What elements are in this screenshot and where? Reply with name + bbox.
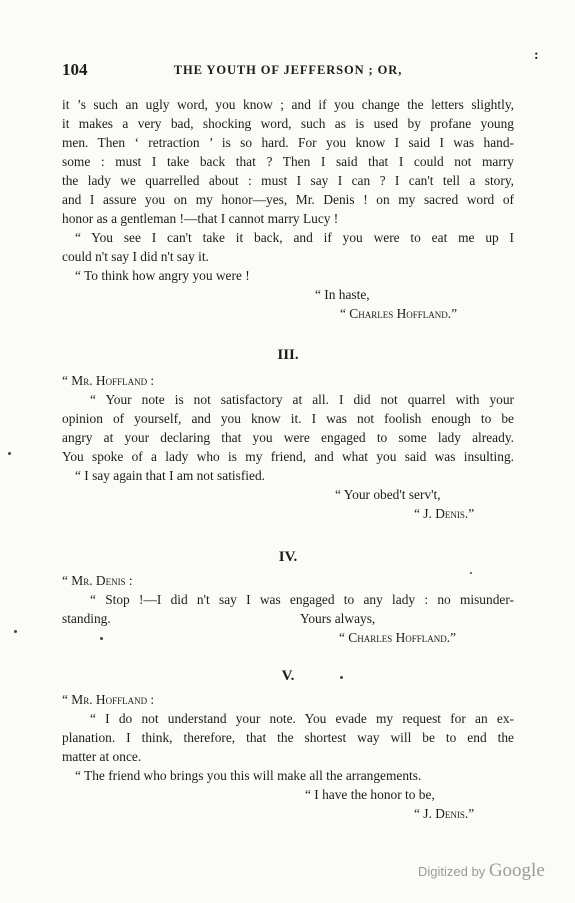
salutation: “ Mr. Denis :	[62, 573, 133, 588]
signature-line: “ Charles Hoffland.”	[339, 630, 457, 645]
letter-v	[62, 690, 514, 823]
text-line	[62, 609, 514, 628]
text-line: “ To think how angry you were !	[75, 268, 250, 283]
text-line: “ You see I can't take it back, and if you were to eat me up I	[75, 230, 514, 245]
scan-speck	[470, 572, 472, 574]
text-line: matter at once.	[62, 749, 142, 764]
section-heading-iii: III.	[277, 347, 299, 363]
text-line: “ Your note is not satisfactory at all. I did not quarrel with your	[90, 392, 514, 407]
letter-iii	[62, 371, 514, 523]
section-heading-v: V.	[281, 668, 295, 684]
scan-speck	[100, 637, 103, 640]
watermark-prefix: Digitized by	[418, 864, 486, 879]
closing-line: “ In haste,	[315, 287, 370, 302]
signature-line: “ J. Denis.”	[414, 806, 475, 821]
letter-continuation	[62, 95, 514, 323]
letter-iv	[62, 571, 514, 647]
salutation: “ Mr. Hoffland :	[62, 373, 155, 388]
signature-line: “ Charles Hoffland.”	[340, 306, 458, 321]
page-number: 104	[62, 60, 88, 79]
section-heading-iv: IV.	[278, 549, 298, 565]
closing-line: “ Your obed't serv't,	[335, 487, 441, 502]
text-line: “ I say again that I am not satisfied.	[75, 468, 266, 483]
scan-speck	[340, 676, 343, 679]
running-head: THE YOUTH OF JEFFERSON ; OR,	[173, 63, 403, 77]
digitized-watermark	[418, 860, 545, 882]
text-fragment: standing.	[62, 611, 111, 626]
text-line: some : must I take back that ? Then I said that I could not marry	[62, 154, 514, 169]
margin-mark: :	[534, 48, 539, 63]
text-line: and I assure you on my honor—yes, Mr. Denis ! on my sacred word of	[62, 192, 514, 207]
google-logo: Google	[488, 860, 545, 881]
text-line: could n't say I did n't say it.	[62, 249, 209, 264]
text-line: opinion of yourself, and you know it. I was not foolish enough to be	[62, 411, 514, 426]
text-line: “ Stop !—I did n't say I was engaged to any lady : no misunder-	[90, 592, 514, 607]
closing-line: “ I have the honor to be,	[305, 787, 435, 802]
text-line: men. Then ‘ retraction ’ is so hard. For you know I said I was hand-	[62, 135, 514, 150]
closing-line: Yours always,	[300, 611, 376, 626]
scan-speck	[14, 630, 17, 633]
salutation: “ Mr. Hoffland :	[62, 692, 155, 707]
text-line: You spoke of a lady who is my friend, and what you said was insulting.	[62, 449, 514, 464]
scan-speck	[8, 452, 11, 455]
text-line: it makes a very bad, shocking word, such as is used by profane young	[62, 116, 514, 131]
text-line: the lady we quarrelled about : must I say I can ? I can't tell a story,	[62, 173, 514, 188]
signature-line: “ J. Denis.”	[414, 506, 475, 521]
page-header	[62, 60, 514, 82]
text-line: honor as a gentleman !—that I cannot marry Lucy !	[62, 211, 339, 226]
text-line: angry at your declaring that you were engaged to some lady already.	[62, 430, 514, 445]
text-line: planation. I think, therefore, that the shortest way will be to end the	[62, 730, 514, 745]
text-line: “ I do not understand your note. You evade my request for an ex-	[90, 711, 514, 726]
text-line: it ’s such an ugly word, you know ; and if you change the letters slightly,	[62, 97, 514, 112]
text-line: “ The friend who brings you this will make all the arrangements.	[75, 768, 422, 783]
